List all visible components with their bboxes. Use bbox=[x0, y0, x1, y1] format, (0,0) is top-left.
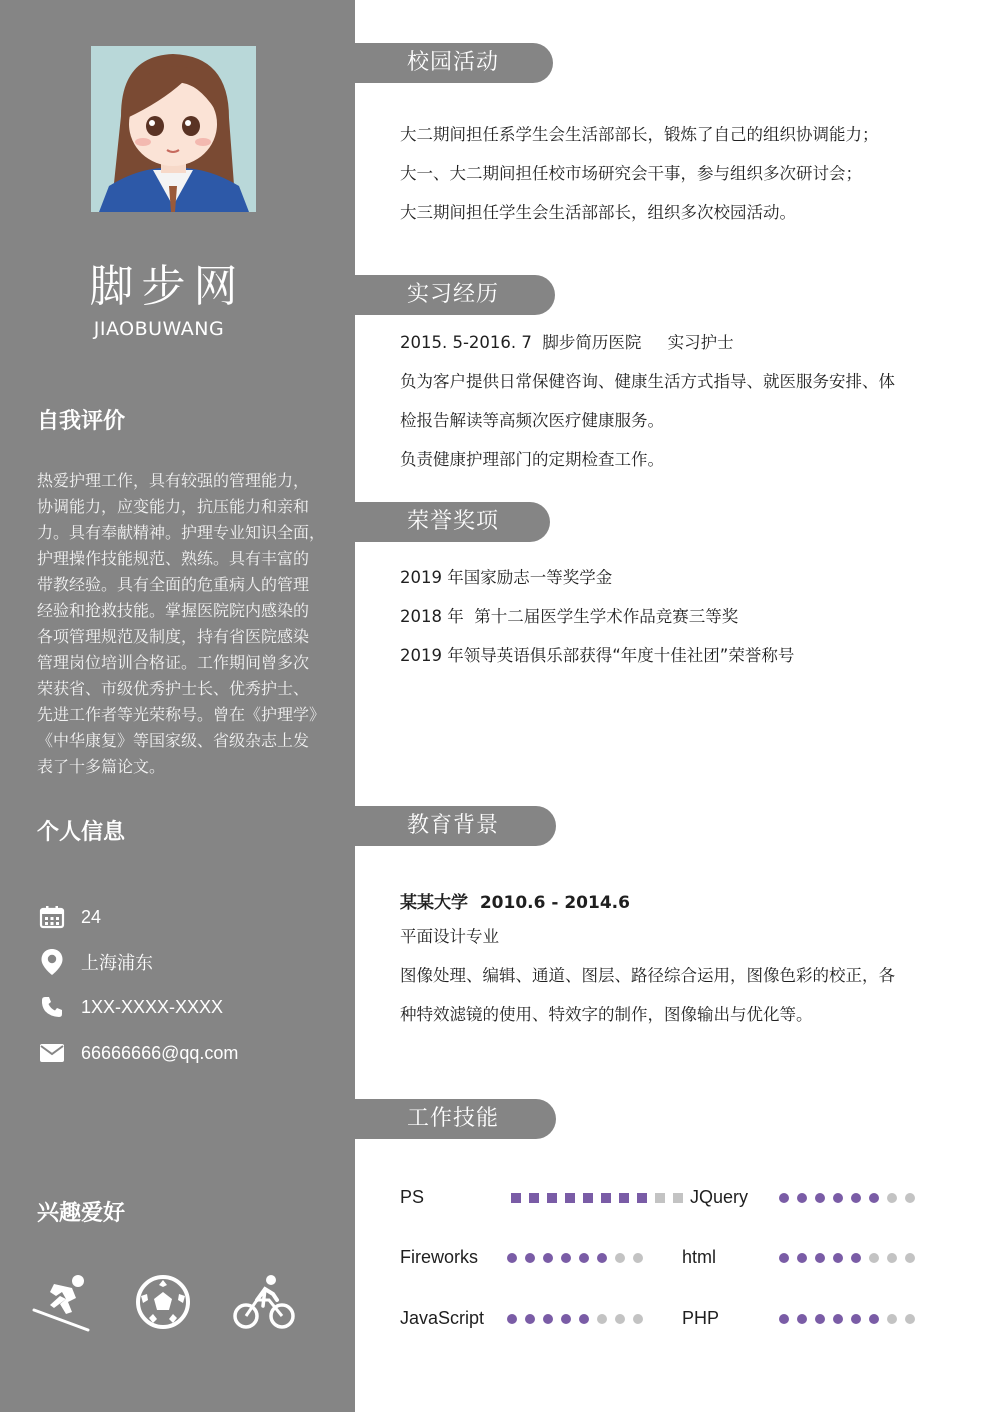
skill-dot-filled bbox=[815, 1193, 825, 1203]
skill-dot-filled bbox=[543, 1314, 553, 1324]
skill-rating-fireworks bbox=[507, 1253, 643, 1263]
campus-section-tab: 校园活动 bbox=[355, 43, 553, 83]
skill-rating-jquery bbox=[779, 1193, 915, 1203]
skill-dot-filled bbox=[851, 1314, 861, 1324]
honors-line: 2019 年国家励志一等奖学金 bbox=[400, 568, 613, 587]
skill-dot-empty bbox=[905, 1314, 915, 1324]
education-school: 某某大学 2010.6 - 2014.6 bbox=[400, 893, 630, 913]
campus-line: 大三期间担任学生会生活部部长，组织多次校园活动。 bbox=[400, 203, 796, 222]
skill-dot-filled bbox=[851, 1253, 861, 1263]
skill-dot-filled bbox=[637, 1193, 647, 1203]
skill-name-php: PHP bbox=[682, 1308, 720, 1328]
skill-dot-filled bbox=[797, 1314, 807, 1324]
self-eval-line: 力。具有奉献精神。护理专业知识全面， bbox=[37, 523, 326, 542]
phone-icon bbox=[38, 993, 66, 1021]
skill-dot-filled bbox=[869, 1314, 879, 1324]
skill-dot-filled bbox=[511, 1193, 521, 1203]
skill-dot-filled bbox=[833, 1193, 843, 1203]
skill-dot-empty bbox=[905, 1193, 915, 1203]
skill-name-jquery: JQuery bbox=[690, 1187, 749, 1207]
self-eval-line: 带教经验。具有全面的危重病人的管理 bbox=[37, 575, 310, 594]
skill-dot-filled bbox=[619, 1193, 629, 1203]
skill-dot-filled bbox=[525, 1314, 535, 1324]
skill-dot-empty bbox=[655, 1193, 665, 1203]
self-eval-line: 表了十多篇论文。 bbox=[37, 757, 166, 776]
skill-dot-filled bbox=[797, 1253, 807, 1263]
self-eval-line: 热爱护理工作，具有较强的管理能力， bbox=[37, 471, 310, 490]
skill-dot-filled bbox=[583, 1193, 593, 1203]
education-section-tab: 教育背景 bbox=[355, 806, 556, 846]
skill-dot-filled bbox=[579, 1253, 589, 1263]
skill-dot-empty bbox=[905, 1253, 915, 1263]
skill-dot-empty bbox=[887, 1314, 897, 1324]
personal-info-heading: 个人信息 bbox=[37, 820, 126, 845]
skill-name-html: html bbox=[682, 1247, 717, 1267]
skills-section-tab: 工作技能 bbox=[355, 1099, 556, 1139]
skill-dot-filled bbox=[797, 1193, 807, 1203]
info-age-row bbox=[38, 902, 102, 932]
profile-pinyin: JIAOBUWANG bbox=[93, 318, 225, 340]
skill-dot-filled bbox=[543, 1253, 553, 1263]
skill-dot-filled bbox=[833, 1314, 843, 1324]
education-line: 图像处理、编辑、通道、图层、路径综合运用，图像色彩的校正，各 bbox=[400, 966, 895, 985]
internship-line: 2015. 5-2016. 7 脚步简历医院 实习护士 bbox=[400, 333, 734, 352]
skill-dot-filled bbox=[561, 1253, 571, 1263]
self-eval-heading: 自我评价 bbox=[37, 409, 126, 434]
skill-dot-filled bbox=[529, 1193, 539, 1203]
self-eval-line: 《中华康复》等国家级、省级杂志上发 bbox=[37, 731, 310, 750]
skill-dot-filled bbox=[561, 1314, 571, 1324]
soccer-ball-icon bbox=[133, 1272, 193, 1332]
internship-section-tab: 实习经历 bbox=[355, 275, 555, 315]
info-location: 上海浦东 bbox=[81, 953, 153, 973]
self-eval-line: 经验和抢救技能。掌握医院院内感染的 bbox=[37, 601, 310, 620]
skill-dot-empty bbox=[633, 1253, 643, 1263]
skill-dot-filled bbox=[507, 1314, 517, 1324]
honors-line: 2018 年 第十二届医学生学术作品竞赛三等奖 bbox=[400, 607, 739, 626]
location-pin-icon bbox=[38, 948, 66, 976]
education-major: 平面设计专业 bbox=[400, 927, 499, 946]
self-eval-line: 荣获省、市级优秀护士长、优秀护士、 bbox=[37, 679, 310, 698]
internship-line: 检报告解读等高频次医疗健康服务。 bbox=[400, 411, 664, 430]
skill-dot-filled bbox=[601, 1193, 611, 1203]
profile-photo bbox=[91, 46, 256, 212]
skill-dot-filled bbox=[851, 1193, 861, 1203]
skiing-icon bbox=[32, 1272, 92, 1332]
skill-dot-filled bbox=[869, 1193, 879, 1203]
calendar-icon bbox=[38, 903, 66, 931]
skill-rating-php bbox=[779, 1314, 915, 1324]
skill-dot-filled bbox=[579, 1314, 589, 1324]
hobbies-heading: 兴趣爱好 bbox=[37, 1201, 126, 1226]
internship-line: 负为客户提供日常保健咨询、健康生活方式指导、就医服务安排、体 bbox=[400, 372, 895, 391]
education-line: 种特效滤镜的使用、特效字的制作，图像输出与优化等。 bbox=[400, 1005, 813, 1024]
skill-dot-filled bbox=[565, 1193, 575, 1203]
self-eval-text bbox=[37, 468, 335, 780]
skill-rating-javascript bbox=[507, 1314, 643, 1324]
skill-name-ps: PS bbox=[400, 1187, 425, 1207]
skill-dot-filled bbox=[525, 1253, 535, 1263]
honors-line: 2019 年领导英语俱乐部获得“年度十佳社团”荣誉称号 bbox=[400, 646, 795, 665]
skill-dot-empty bbox=[615, 1314, 625, 1324]
honors-section-tab: 荣誉奖项 bbox=[355, 502, 550, 542]
skill-name-javascript: JavaScript bbox=[400, 1308, 485, 1328]
skill-rating-html bbox=[779, 1253, 915, 1263]
email-icon bbox=[38, 1039, 66, 1067]
self-eval-line: 先进工作者等光荣称号。曾在《护理学》 bbox=[37, 705, 326, 724]
skill-dot-filled bbox=[507, 1253, 517, 1263]
skill-dot-empty bbox=[615, 1253, 625, 1263]
skill-rating-ps bbox=[511, 1193, 683, 1203]
campus-line: 大二期间担任系学生会生活部部长，锻炼了自己的组织协调能力； bbox=[400, 125, 879, 144]
skill-dot-filled bbox=[779, 1253, 789, 1263]
skill-dot-filled bbox=[779, 1314, 789, 1324]
skill-name-fireworks: Fireworks bbox=[400, 1247, 479, 1267]
skill-dot-filled bbox=[833, 1253, 843, 1263]
cycling-icon bbox=[233, 1272, 293, 1332]
skill-dot-empty bbox=[887, 1253, 897, 1263]
info-email: 66666666@qq.com bbox=[81, 1042, 239, 1063]
self-eval-line: 各项管理规范及制度，持有省医院感染 bbox=[37, 627, 310, 646]
skill-dot-empty bbox=[633, 1314, 643, 1324]
skill-dot-filled bbox=[547, 1193, 557, 1203]
skill-dot-filled bbox=[779, 1193, 789, 1203]
avatar-illustration bbox=[91, 46, 256, 212]
info-location-row bbox=[38, 947, 153, 977]
self-eval-line: 护理操作技能规范、熟练。具有丰富的 bbox=[37, 549, 310, 568]
info-phone: 1XX-XXXX-XXXX bbox=[81, 996, 224, 1017]
internship-line: 负责健康护理部门的定期检查工作。 bbox=[400, 450, 664, 469]
profile-name: 脚步网 bbox=[89, 261, 246, 312]
campus-line: 大一、大二期间担任校市场研究会干事，参与组织多次研讨会； bbox=[400, 164, 862, 183]
info-email-row bbox=[38, 1038, 239, 1068]
skill-dot-empty bbox=[597, 1314, 607, 1324]
skill-dot-empty bbox=[887, 1193, 897, 1203]
info-phone-row bbox=[38, 992, 224, 1022]
skill-dot-empty bbox=[869, 1253, 879, 1263]
skill-dot-filled bbox=[597, 1253, 607, 1263]
skill-dot-filled bbox=[815, 1253, 825, 1263]
self-eval-line: 管理岗位培训合格证。工作期间曾多次 bbox=[37, 653, 310, 672]
info-age: 24 bbox=[81, 906, 102, 927]
sidebar bbox=[0, 0, 355, 1412]
skill-dot-filled bbox=[815, 1314, 825, 1324]
skill-dot-empty bbox=[673, 1193, 683, 1203]
self-eval-line: 协调能力，应变能力，抗压能力和亲和 bbox=[37, 497, 310, 516]
